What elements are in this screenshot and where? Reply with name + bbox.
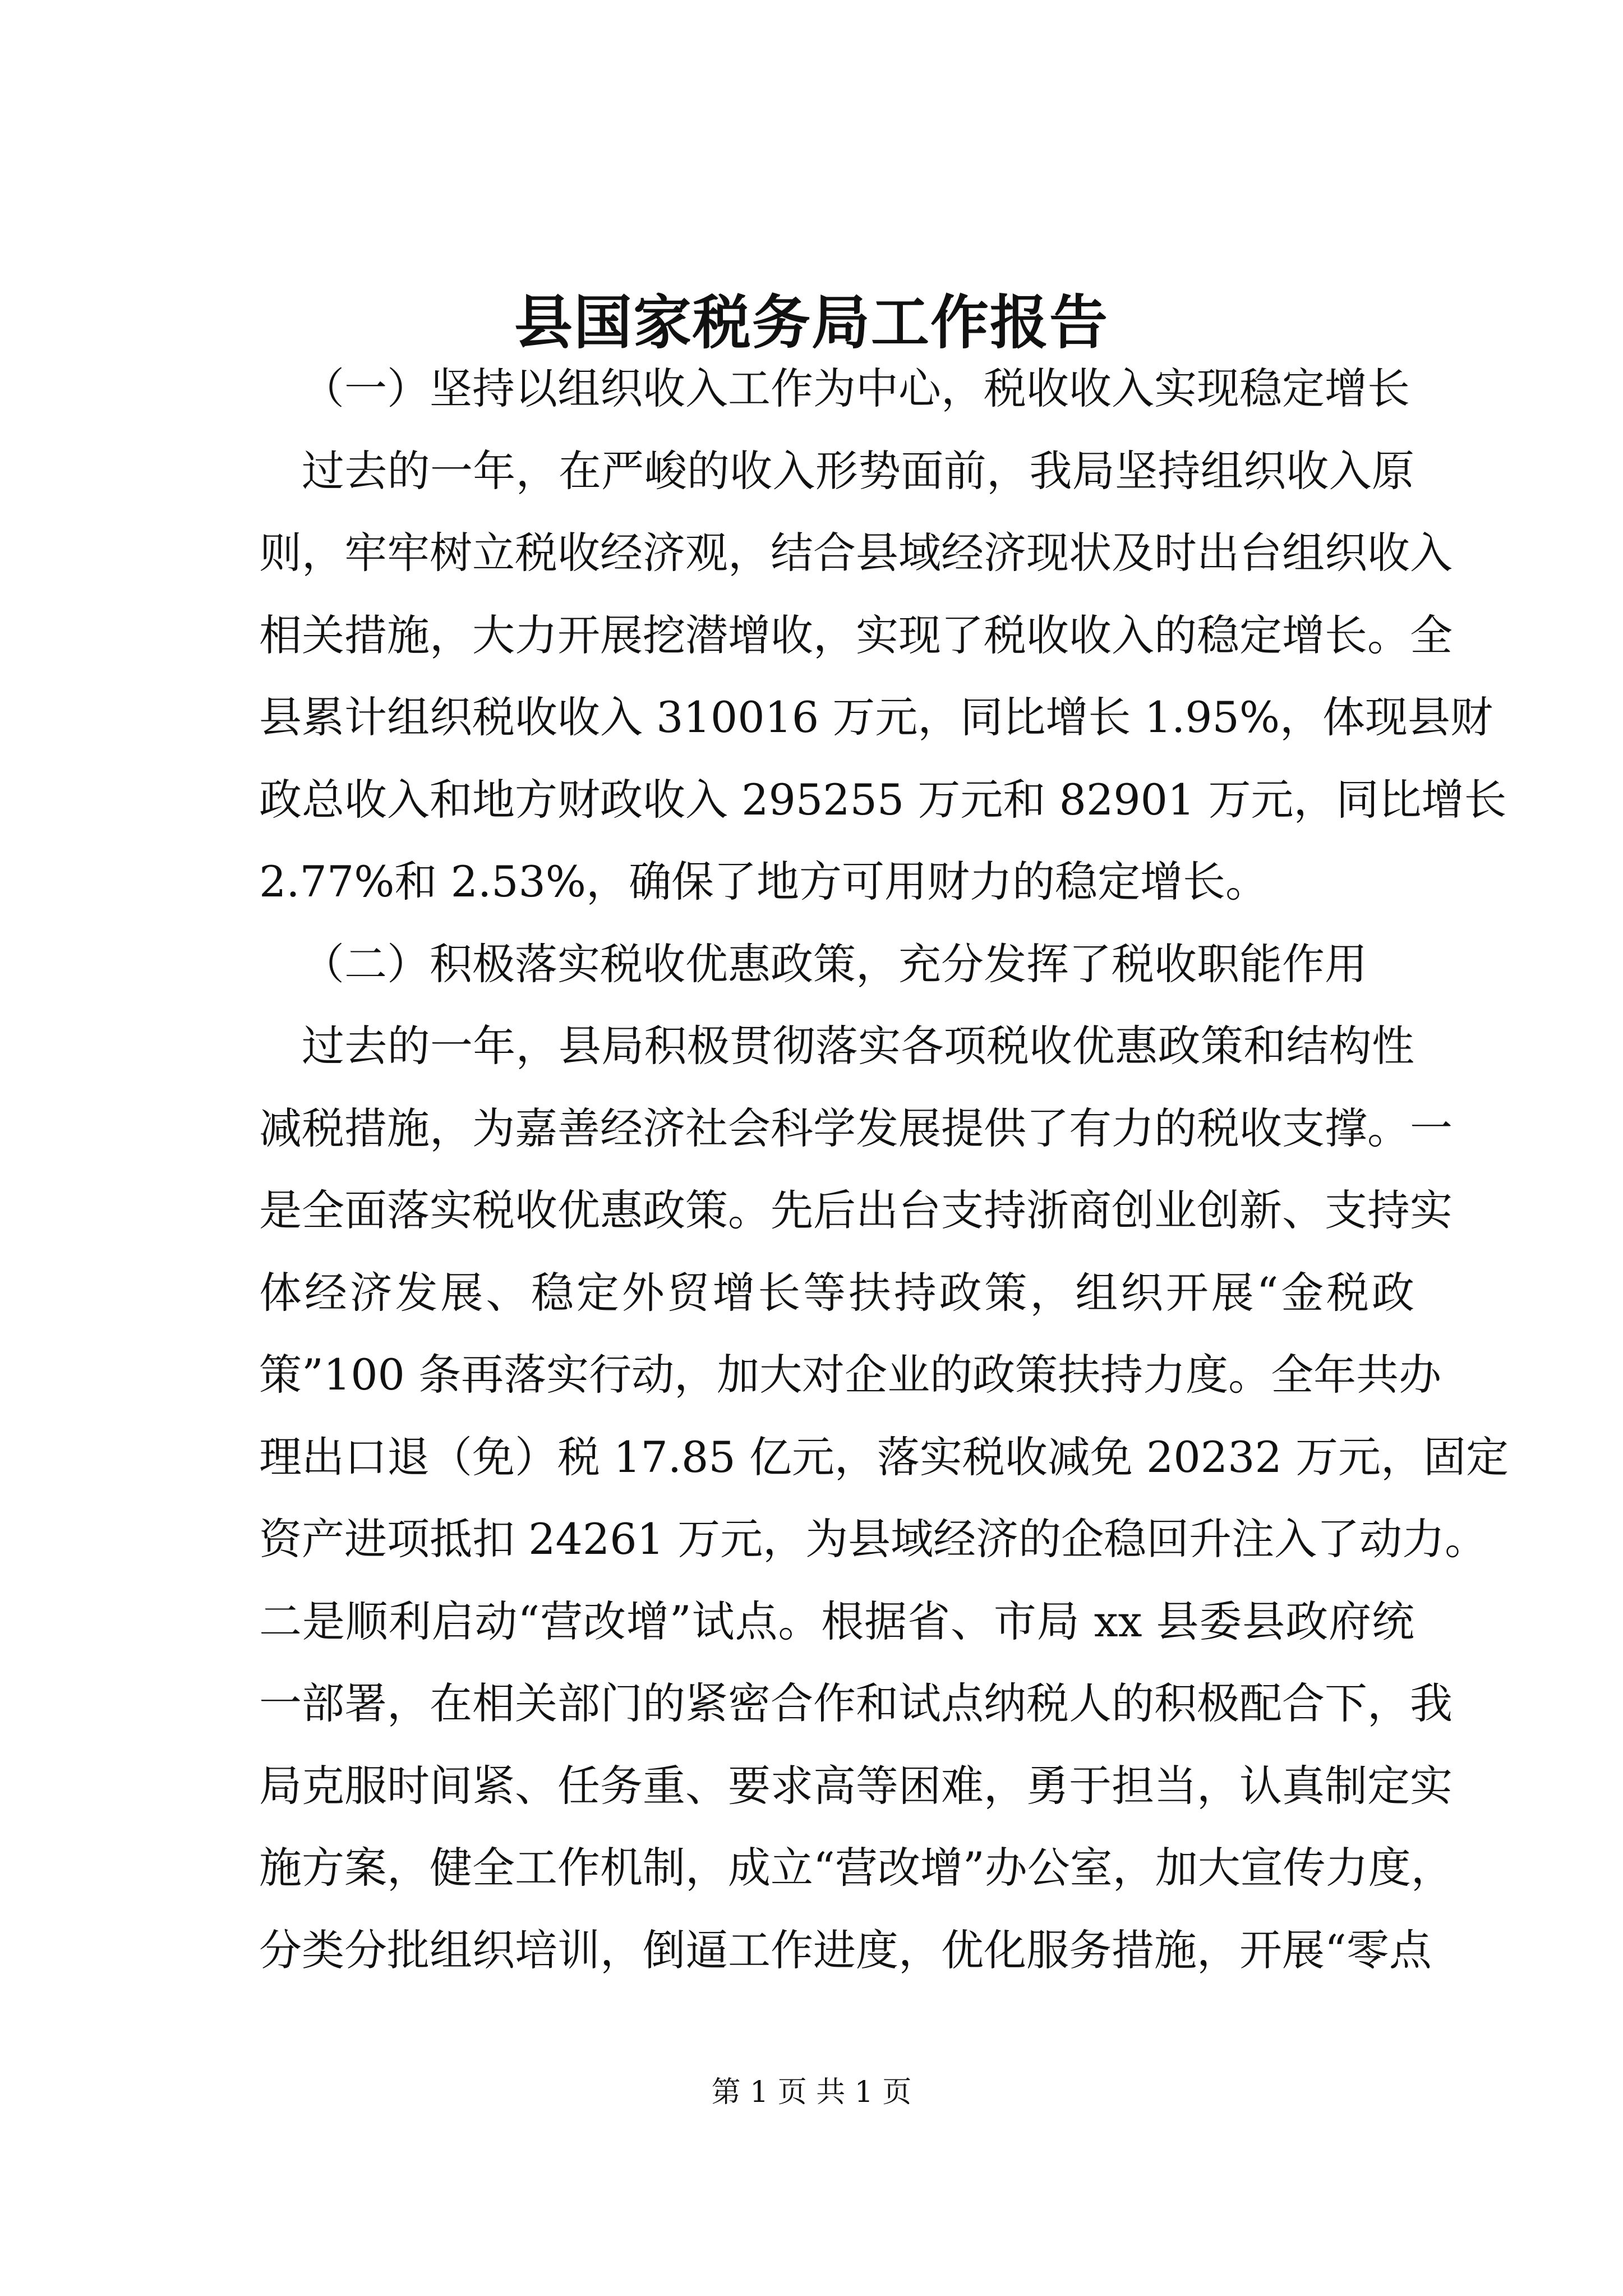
paragraph-line: 县累计组织税收收入 310016 万元，同比增长 1.95%，体现县财: [259, 692, 1493, 742]
paragraph-line: 相关措施，大力开展挖潜增收，实现了税收收入的稳定增长。全: [259, 610, 1453, 660]
paragraph-line: 2.77%和 2.53%，确保了地方可用财力的稳定增长。: [259, 857, 1269, 907]
paragraph-line: 减税措施，为嘉善经济社会科学发展提供了有力的税收支撑。一: [259, 1103, 1453, 1153]
section-heading: （一）坚持以组织收入工作为中心，税收收入实现稳定增长: [302, 364, 1410, 413]
paragraph-line: 是全面落实税收优惠政策。先后出台支持浙商创业创新、支持实: [259, 1185, 1453, 1235]
paragraph-line: 一部署，在相关部门的紧密合作和试点纳税人的积极配合下，我: [259, 1678, 1453, 1728]
paragraph-line: 局克服时间紧、任务重、要求高等困难，勇于担当，认真制定实: [259, 1760, 1453, 1811]
paragraph-line: 理出口退（免）税 17.85 亿元，落实税收减免 20232 万元，固定: [259, 1432, 1509, 1482]
section-heading: （二）积极落实税收优惠政策，充分发挥了税收职能作用: [302, 938, 1367, 989]
paragraph-line: 过去的一年，县局积极贯彻落实各项税收优惠政策和结构性: [302, 1021, 1414, 1071]
paragraph-line: 则，牢牢树立税收经济观，结合县域经济现状及时出台组织收入: [259, 528, 1453, 578]
paragraph-line: 过去的一年，在严峻的收入形势面前，我局坚持组织收入原: [302, 445, 1414, 496]
page-footer: 第 1 页 共 1 页: [711, 2076, 912, 2109]
paragraph-line: 二是顺利启动“营改增”试点。根据省、市局 xx 县委县政府统: [259, 1596, 1414, 1646]
paragraph-line: 体经济发展、稳定外贸增长等扶持政策，组织开展“金税政: [259, 1267, 1414, 1318]
paragraph-line: 资产进项抵扣 24261 万元，为县域经济的企稳回升注入了动力。: [259, 1514, 1488, 1564]
paragraph-line: 策”100 条再落实行动，加大对企业的政策扶持力度。全年共办: [259, 1350, 1442, 1400]
paragraph-line: 政总收入和地方财政收入 295255 万元和 82901 万元，同比增长: [259, 774, 1507, 825]
page-title: 县国家税务局工作报告: [514, 288, 1109, 357]
document-body: [259, 348, 1509, 1991]
paragraph-line: 施方案，健全工作机制，成立“营改增”办公室，加大宣传力度，: [259, 1843, 1454, 1893]
paragraph-line: 分类分批组织培训，倒逼工作进度，优化服务措施，开展“零点: [259, 1925, 1432, 1975]
